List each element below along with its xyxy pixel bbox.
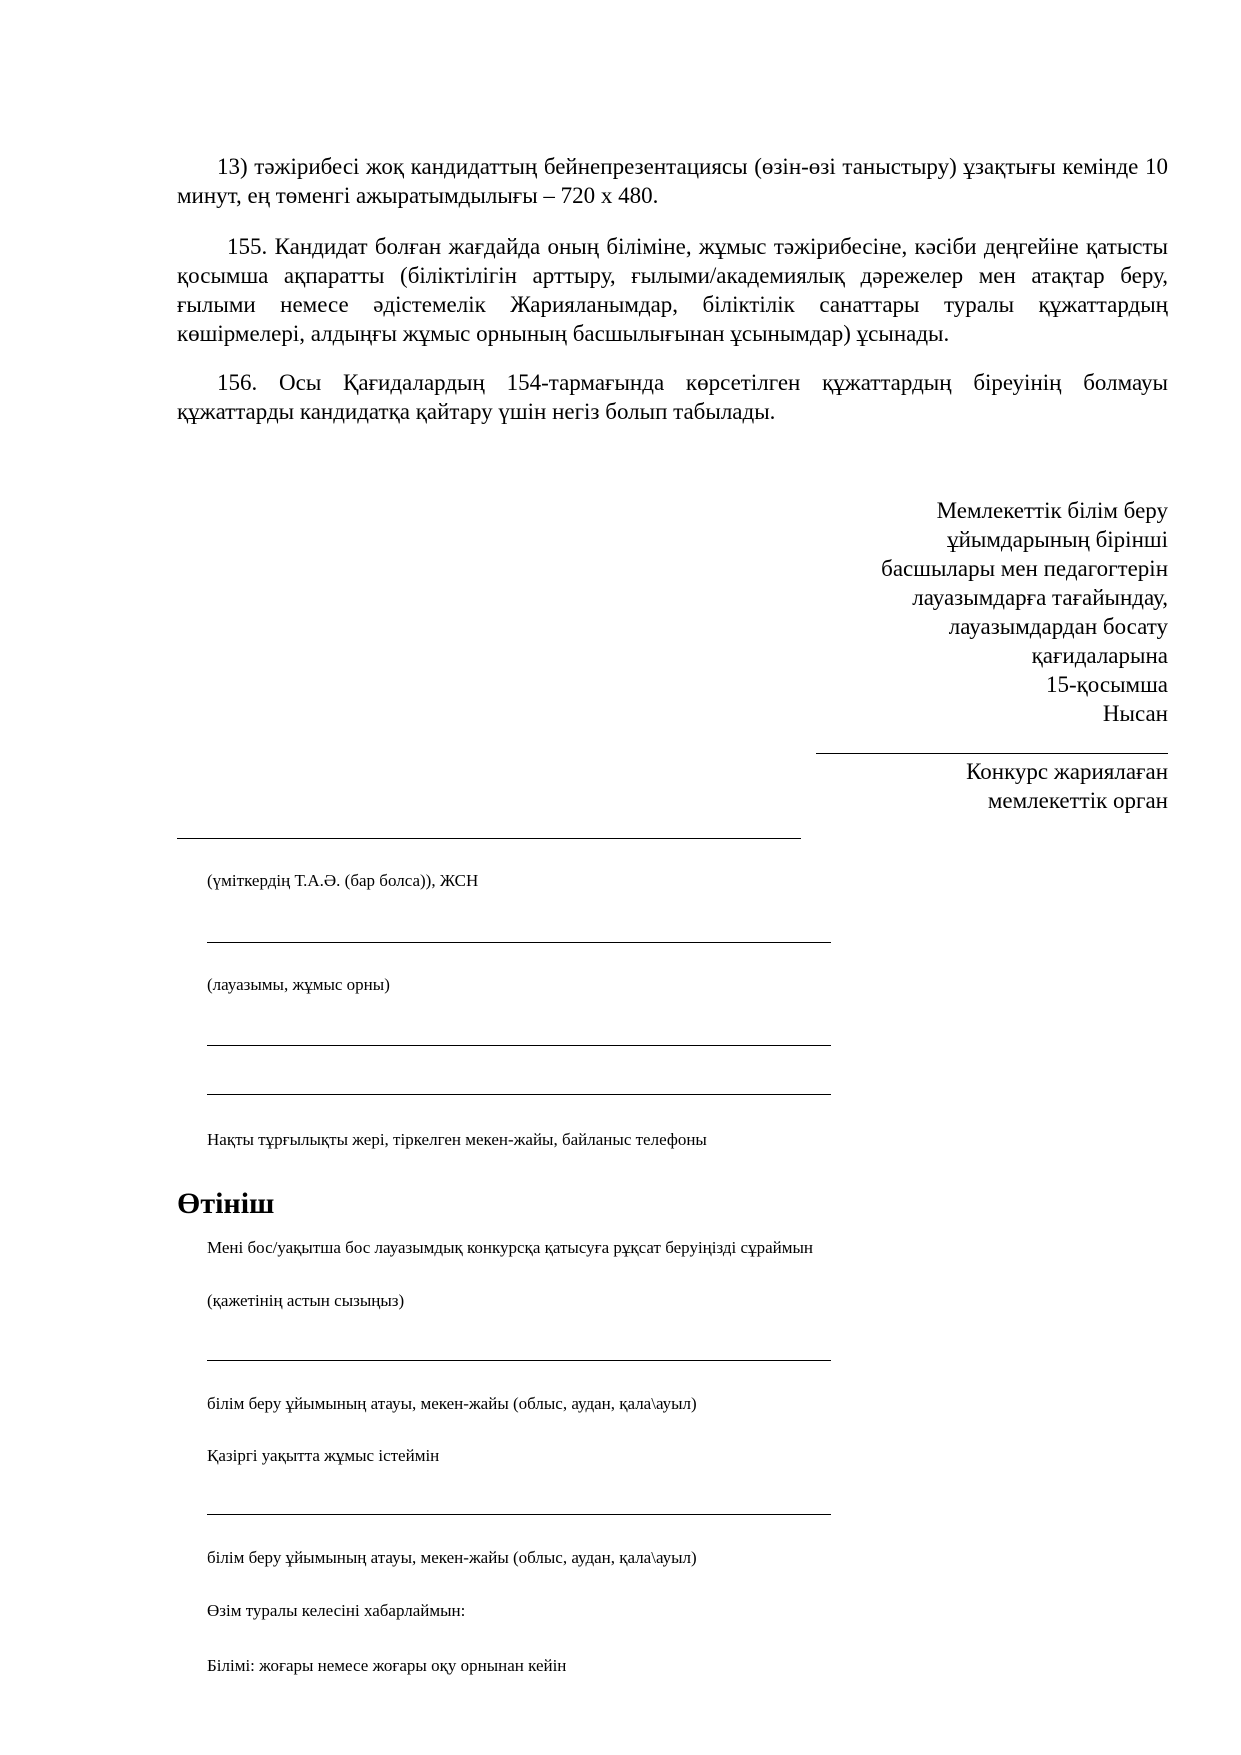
address-caption: Нақты тұрғылықты жері, тіркелген мекен-жайы, байланыс телефоны bbox=[207, 1130, 707, 1149]
education-text: Білімі: жоғары немесе жоғары оқу орнынан кейін bbox=[207, 1656, 567, 1675]
org-line-1 bbox=[207, 1360, 831, 1361]
paragraph-13 bbox=[177, 152, 1168, 210]
about-me-text: Өзім туралы келесіні хабарлаймын: bbox=[207, 1601, 466, 1620]
position-line bbox=[207, 942, 831, 943]
paragraph-155-text: 155. Кандидат болған жағдайда оның біліміне, жұмыс тәжірибесіне, кәсіби деңгейіне қатысты қосымша ақпаратты (біліктілігін арттыру, ғылыми/академиялық дәрежелер мен атақтар беру, ғылыми немесе әдістемелік Жарияланымдар, біліктілік санаттары туралы құжаттардың көшірмелері, алдыңғы жұмыс орнының басшылығынан ұсынымдар) ұсынады. bbox=[177, 234, 1168, 346]
appendix-line: лауазымдардан босату bbox=[948, 614, 1168, 639]
request-text: Мені бос/уақытша бос лауазымдық конкурсқа қатысуға рұқсат беруіңізді сұраймын bbox=[207, 1238, 813, 1257]
recipient-block bbox=[966, 757, 1168, 815]
appendix-line: Нысан bbox=[1102, 701, 1168, 726]
appendix-line: 15-қосымша bbox=[1045, 672, 1168, 697]
org-caption-2: білім беру ұйымының атауы, мекен-жайы (облыс, аудан, қала\ауыл) bbox=[207, 1548, 697, 1567]
org-line-2 bbox=[207, 1514, 831, 1515]
paragraph-13-text: 13) тәжірибесі жоқ кандидаттың бейнепрезентациясы (өзін-өзі таныстыру) ұзақтығы кемінде 10 минут, ең төменгі ажыратымдылығы – 720 x 480. bbox=[177, 154, 1168, 208]
paragraph-156-text: 156. Осы Қағидалардың 154-тармағында көрсетілген құжаттардың біреуінің болмауы құжаттарды кандидатқа қайтару үшін негіз болып табылады. bbox=[177, 370, 1168, 424]
working-status-text: Қазіргі уақытта жұмыс істеймін bbox=[207, 1446, 440, 1465]
appendix-line: ұйымдарының бірінші bbox=[947, 527, 1168, 552]
appendix-header bbox=[881, 496, 1168, 728]
paragraph-156 bbox=[177, 368, 1168, 426]
org-caption-1: білім беру ұйымының атауы, мекен-жайы (облыс, аудан, қала\ауыл) bbox=[207, 1394, 697, 1413]
appendix-line: басшылары мен педагогтерін bbox=[881, 556, 1168, 581]
recipient-underline bbox=[816, 753, 1168, 754]
address-line-1 bbox=[207, 1045, 831, 1046]
address-line-2 bbox=[207, 1094, 831, 1095]
paragraph-155 bbox=[177, 232, 1168, 348]
underline-hint: (қажетінің астын сызыңыз) bbox=[207, 1291, 405, 1310]
appendix-line: қағидаларына bbox=[1031, 643, 1168, 668]
recipient-line: Конкурс жариялаған bbox=[966, 759, 1168, 784]
applicant-name-caption: (үміткердің Т.А.Ә. (бар болса)), ЖСН bbox=[207, 871, 479, 890]
recipient-line: мемлекеттік орган bbox=[987, 788, 1168, 813]
position-caption: (лауазымы, жұмыс орны) bbox=[207, 975, 390, 994]
application-heading: Өтініш bbox=[177, 1187, 275, 1220]
appendix-line: лауазымдарға тағайындау, bbox=[912, 585, 1168, 610]
applicant-name-line bbox=[177, 838, 801, 839]
appendix-line: Мемлекеттік білім беру bbox=[936, 498, 1168, 523]
